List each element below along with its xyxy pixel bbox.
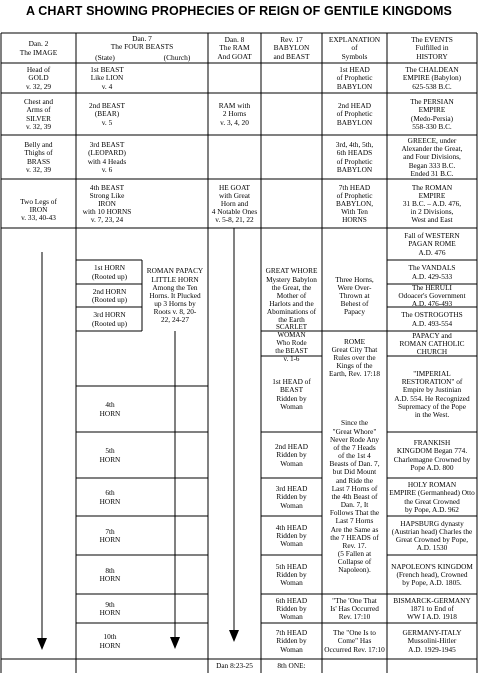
event-imperial-restoration: "IMPERIAL RESTORATION" of Empire by Justinian A.D. 554. He Recognized Supremacy of the Pope in the West. — [394, 368, 470, 419]
horn-1-uprooted: 1st HORN (Rooted up) — [91, 263, 128, 281]
scarlet-woman: SCARLET WOMAN Who Rode the BEAST v. 1-6 — [275, 323, 308, 363]
arrow-image-col — [36, 252, 48, 652]
beast-bear: 2nd BEAST (BEAR) v. 5 — [89, 101, 125, 127]
head-5-ridden: 5th HEAD Ridden by Woman — [275, 561, 308, 588]
one-is-to-come: The "One Is to Come" Has Occurred Rev. 17:10 — [324, 628, 385, 654]
horn-3-uprooted: 3rd HORN (Rooted up) — [91, 310, 128, 328]
header-dan7-state: (State) — [95, 52, 115, 62]
babylon-head-2: 2nd HEAD of Prophetic BABYLON — [336, 101, 373, 127]
three-horns-explanation: Three Horns, Were Over- Thrown at Behest of Papacy — [335, 274, 374, 317]
image-brass: Belly and Thighs of BRASS v. 32, 39 — [24, 140, 53, 174]
horn-6: 6th HORN — [99, 488, 121, 506]
head-7-ridden: 7th HEAD Ridden by Woman — [275, 628, 308, 654]
image-gold: Head of GOLD v. 32, 29 — [25, 65, 52, 91]
event-germany-italy: GERMANY-ITALY Mussolini-Hitler A.D. 1929-1945 — [402, 628, 462, 654]
arrow-beasts-col — [169, 331, 181, 651]
event-persian: The PERSIAN EMPIRE (Medo-Persia) 558-330 B.C. — [410, 97, 454, 131]
event-chaldean: The CHALDEAN EMPIRE (Babylon) 625-538 B.C. — [402, 65, 462, 91]
horn-4: 4th HORN — [99, 400, 121, 418]
event-roman-empire: The ROMAN EMPIRE 31 B.C. – A.D. 476, in 2 Divisions, West and East — [402, 182, 462, 225]
head-1-ridden: 1st HEAD of BEAST Ridden by Woman — [272, 377, 311, 411]
beast-leopard: 3rd BEAST (LEOPARD) with 4 Heads v. 6 — [87, 140, 127, 174]
event-frankish: FRANKISH KINGDOM Began 774. Charlemagne Crowned by Pope A.D. 800 — [393, 438, 471, 472]
great-whore-explanation: Since the "Great Whore" Never Rode Any of the 7 Heads of the 1st 4 Beasts of Dan. 7, but Did Mount and Ride the Last 7 Horns of the 4th Beast of Dan. 7, It Follows That the Last 7 Horns Are the Same as the 7 HEADS of Rev. 17. (5 Fallen at Collapse of Napoleon). — [329, 418, 380, 575]
ram-two-horns: RAM with 2 Horns v. 3, 4, 20 — [218, 101, 251, 127]
head-3-ridden: 3rd HEAD Ridden by Woman — [275, 484, 308, 510]
horn-2-uprooted: 2nd HORN (Rooted up) — [91, 286, 128, 304]
horn-10: 10th HORN — [99, 632, 121, 650]
header-dan7-church: (Church) — [163, 52, 191, 62]
great-whore: GREAT WHORE Mystery Babylon the Great, the Mother of Harlots and the Abominations of the Earth — [265, 266, 318, 325]
he-goat: HE GOAT with Great Horn and 4 Notable Ones v. 5-8, 21, 22 — [211, 182, 258, 225]
image-iron: Two Legs of IRON v. 33, 40-43 — [20, 196, 57, 223]
horn-5: 5th HORN — [99, 446, 121, 464]
header-dan2: Dan. 2 The IMAGE — [19, 39, 58, 57]
event-bismarck: BISMARCK-GERMANY 1871 to End of WW I A.D. 1918 — [393, 595, 471, 622]
horn-9: 9th HORN — [99, 599, 121, 617]
header-dan8: Dan. 8 The RAM And GOAT — [217, 35, 252, 61]
rome-great-city: ROME Great City That Rules over the Kings of the Earth, Rev. 17:18 — [329, 336, 380, 379]
header-explanation: EXPLANATION of Symbols — [328, 35, 381, 61]
head-6-ridden: 6th HEAD Ridden by Woman — [275, 595, 308, 622]
event-napoleon: NAPOLEON'S KINGDOM (French head), Crowned by Pope, A.D. 1805. — [391, 561, 473, 588]
little-horn-papacy: ROMAN PAPACY LITTLE HORN Among the Ten Horns. It Plucked up 3 Horns by Roots v. 8, 20- 22, 24-27 — [146, 266, 204, 325]
header-rev17: Rev. 17 BABYLON and BEAST — [273, 35, 310, 61]
beast-iron: 4th BEAST Strong Like IRON with 10 HORNS v. 7, 23, 24 — [82, 182, 132, 225]
beast-lion: 1st BEAST Like LION v. 4 — [90, 65, 124, 91]
header-dan7: Dan. 7 The FOUR BEASTS — [110, 34, 174, 52]
event-holy-roman: HOLY ROMAN EMPIRE (Germanhead) Otto the Great Crowned by Pope, A.D. 962 — [389, 480, 475, 514]
head-4-ridden: 4th HEAD Ridden by Woman — [275, 522, 308, 549]
event-hapsburg: HAPSBURG dynasty (Austrian head) Charles the Great Crowned by Pope, A.D. 1530 — [391, 518, 473, 553]
horn-7: 7th HORN — [99, 526, 121, 544]
head-2-ridden: 2nd HEAD Ridden by Woman — [274, 442, 309, 468]
footer-8th-one: 8th ONE: — [277, 660, 306, 670]
babylon-heads-3-6: 3rd, 4th, 5th, 6th HEADS of Prophetic BABYLON — [335, 140, 374, 174]
horn-8: 8th HORN — [99, 565, 121, 583]
babylon-head-1: 1st HEAD of Prophetic BABYLON — [336, 65, 373, 91]
event-papacy: PAPACY and ROMAN CATHOLIC CHURCH — [399, 330, 465, 357]
event-heruli: The HERULI Odoacer's Government A.D. 476-493 — [398, 282, 466, 309]
event-ostrogoths: The OSTROGOTHS A.D. 493-554 — [401, 310, 463, 328]
header-events: The EVENTS Fulfilled in HISTORY — [411, 35, 453, 61]
event-fall-of-rome: Fall of WESTERN PAGAN ROME A.D. 476 — [404, 231, 460, 257]
image-silver: Chest and Arms of SILVER v. 32, 39 — [24, 97, 53, 131]
babylon-head-7: 7th HEAD of Prophetic BABYLON, With Ten HORNS — [335, 182, 374, 225]
chart-title: A CHART SHOWING PROPHECIES OF REIGN OF GENTILE KINGDOMS — [26, 4, 452, 18]
event-vandals: The VANDALS A.D. 429-533 — [408, 263, 456, 281]
arrow-goat-col — [228, 228, 240, 648]
footer-dan8: Dan 8:23-25 — [216, 660, 253, 670]
one-that-is: "The 'One That Is' Has Occurred Rev. 17:10 — [330, 595, 379, 622]
event-greece: GREECE, under Alexander the Great, and Four Divisions, Began 333 B.C. Ended 31 B.C. — [401, 136, 463, 178]
